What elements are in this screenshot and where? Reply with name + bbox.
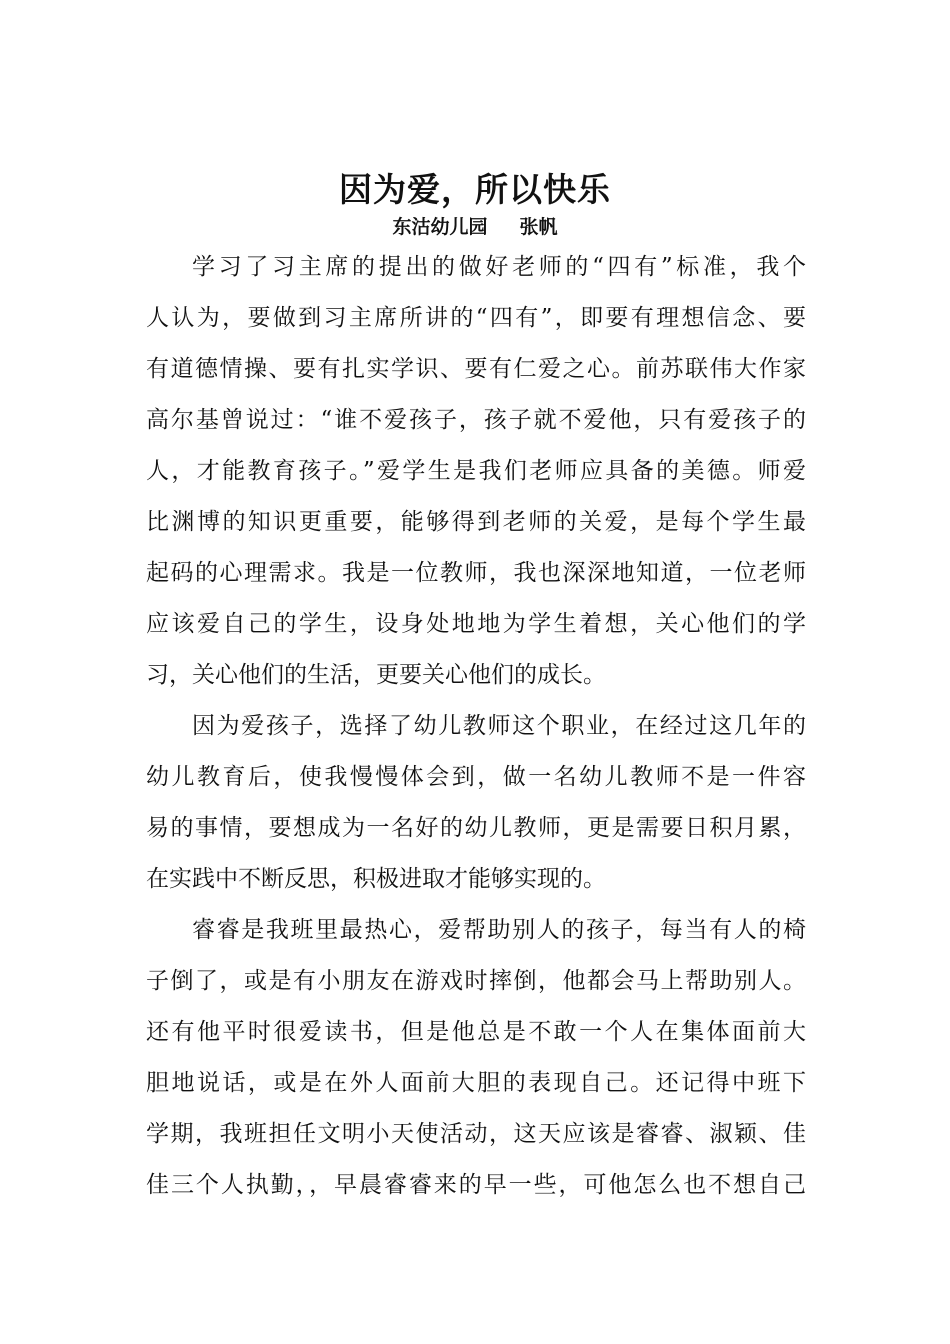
byline-author: 张帆 (519, 216, 558, 238)
text-line: 人，才能教育孩子。”爱学生是我们老师应具备的美德。师爱 (146, 458, 806, 484)
text-line: 胆地说话，或是在外人面前大胆的表现自己。还记得中班下 (146, 1070, 806, 1096)
text-line: 人认为，要做到习主席所讲的“四有”，即要有理想信念、要 (146, 305, 806, 331)
paragraph-2 (146, 701, 806, 905)
byline-organization: 东沽幼儿园 (392, 216, 488, 238)
text-line: 还有他平时很爱读书，但是他总是不敢一个人在集体面前大 (146, 1019, 806, 1045)
text-line: 起码的心理需求。我是一位教师，我也深深地知道，一位老师 (146, 560, 806, 586)
paragraph-1 (146, 242, 806, 701)
text-line: 子倒了，或是有小朋友在游戏时摔倒，他都会马上帮助别人。 (146, 968, 806, 994)
text-line: 高尔基曾说过：“谁不爱孩子，孩子就不爱他，只有爱孩子的 (146, 407, 806, 433)
text-line: 习，关心他们的生活，更要关心他们的成长。 (146, 662, 606, 688)
text-line: 应该爱自己的学生，设身处地地为学生着想，关心他们的学 (146, 611, 806, 637)
text-line: 学习了习主席的提出的做好老师的“四有”标准，我个 (192, 254, 806, 280)
text-line: 因为爱孩子，选择了幼儿教师这个职业，在经过这几年的 (192, 713, 806, 739)
text-line: 幼儿教育后，使我慢慢体会到，做一名幼儿教师不是一件容 (146, 764, 806, 790)
document-title: 因为爱，所以快乐 (339, 170, 611, 209)
document-body (146, 242, 806, 1211)
text-line: 有道德情操、要有扎实学识、要有仁爱之心。前苏联伟大作家 (146, 356, 806, 382)
text-line: 在实践中不断反思，积极进取才能够实现的。 (146, 866, 606, 892)
text-line: 学期，我班担任文明小天使活动，这天应该是睿睿、淑颖、佳 (146, 1121, 806, 1147)
text-line: 睿睿是我班里最热心，爱帮助别人的孩子，每当有人的椅 (192, 917, 806, 943)
text-line: 比渊博的知识更重要，能够得到老师的关爱，是每个学生最 (146, 509, 806, 535)
text-line: 佳三个人执勤，，早晨睿睿来的早一些，可他怎么也不想自己 (146, 1172, 806, 1198)
text-line: 易的事情，要想成为一名好的幼儿教师，更是需要日积月累， (146, 815, 806, 841)
byline (0, 213, 950, 241)
paragraph-3 (146, 905, 806, 1211)
